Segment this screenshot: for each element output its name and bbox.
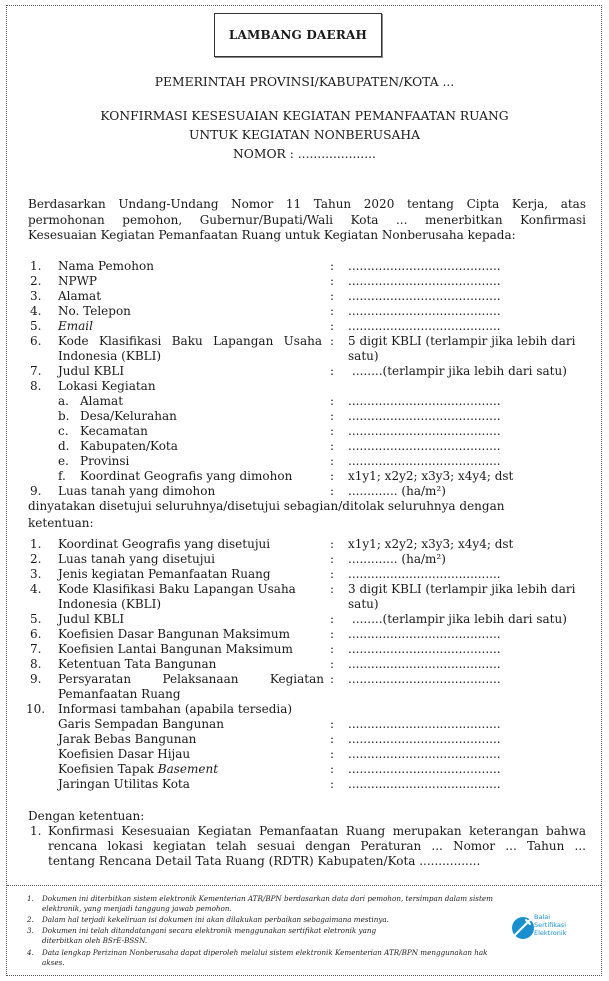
- label-word: Klasifikasi: [99, 334, 162, 348]
- label-word: Usaha: [283, 334, 322, 348]
- field-colon: :: [330, 672, 335, 686]
- field-colon: :: [330, 289, 335, 303]
- field-number: 7.: [30, 364, 42, 378]
- field-number: 4.: [30, 582, 42, 596]
- field-value: ........................................: [348, 567, 501, 581]
- field-number: 1.: [30, 259, 42, 273]
- field-value-line1: 5 digit KBLI (terlampir jika lebih dari: [348, 334, 576, 348]
- government-header: PEMERINTAH PROVINSI/KABUPATEN/KOTA ...: [154, 75, 455, 89]
- decision-line-1: dinyatakan disetujui seluruhnya/disetujui sebagian/ditolak seluruhnya dengan: [28, 499, 505, 513]
- field-colon: :: [330, 469, 335, 483]
- bsre-text-line1: Balai: [534, 913, 551, 921]
- field-number: 4.: [30, 304, 42, 318]
- field-number: 3.: [30, 289, 42, 303]
- conditions-heading: Dengan ketentuan:: [28, 809, 145, 823]
- field-label-line2: Indonesia (KBLI): [58, 349, 162, 363]
- field-number: 6.: [30, 334, 42, 348]
- field-value: ........................................: [348, 762, 501, 776]
- subfield-letter: b.: [58, 409, 70, 423]
- field-colon: :: [330, 394, 335, 408]
- intro-paragraph: [28, 197, 586, 244]
- field-number: 6.: [30, 627, 42, 641]
- field-value: x1y1; x2y2; x3y3; x4y4; dst: [348, 537, 514, 551]
- field-value: ........................................: [348, 274, 501, 288]
- field-value: ........(terlampir jika lebih dari satu): [352, 364, 567, 378]
- label-word: Lapangan: [213, 334, 274, 348]
- field-value: ............. (ha/m²): [348, 484, 446, 498]
- subfield-label: Desa/Kelurahan: [80, 409, 177, 423]
- subfield-value: ........................................: [348, 454, 501, 468]
- subfield-label: Kabupaten/Kota: [80, 439, 178, 453]
- field-colon: :: [330, 732, 335, 746]
- field-label-line1: Kode Klasifikasi Baku Lapangan Usaha: [58, 582, 296, 596]
- label-italic: Basement: [157, 762, 219, 776]
- field-colon: :: [330, 319, 335, 333]
- label-prefix: Koefisien Tapak: [58, 762, 158, 776]
- bsre-text-line3: Elektronik: [534, 929, 567, 937]
- field-colon: :: [330, 657, 335, 671]
- field-colon: :: [330, 334, 335, 348]
- field-colon: :: [330, 582, 335, 596]
- field-colon: :: [330, 484, 335, 498]
- footnote-line: Dokumen ini diterbitkan sistem elektronik Kementerian ATR/BPN berdasarkan data dari pemohon, tersimpan dalam sistem: [42, 894, 493, 903]
- field-colon: :: [330, 439, 335, 453]
- field-colon: :: [330, 364, 335, 378]
- field-label: Koefisien Dasar Hijau: [58, 747, 191, 761]
- field-label: Jenis kegiatan Pemanfaatan Ruang: [58, 567, 271, 581]
- footnote-number: 2.: [27, 915, 34, 924]
- subfield-value: ........................................: [348, 394, 501, 408]
- subfield-value: ........................................: [348, 424, 501, 438]
- subfield-letter: f.: [58, 469, 66, 483]
- field-value: ........................................: [348, 657, 501, 671]
- field-colon: :: [330, 627, 335, 641]
- label-word: Kode: [58, 334, 89, 348]
- field-colon: :: [330, 454, 335, 468]
- field-colon: :: [330, 762, 335, 776]
- field-label: Lokasi Kegiatan: [58, 379, 156, 393]
- footnote-line: Dokumen ini telah ditandatangani secara elektronik menggunakan sertifikat eletronik yang: [42, 926, 377, 935]
- field-label: Ketentuan Tata Bangunan: [58, 657, 217, 671]
- footer-divider: [7, 885, 601, 886]
- subfield-letter: c.: [58, 424, 69, 438]
- field-label: Koefisien Lantai Bangunan Maksimum: [58, 642, 293, 656]
- field-value: ........................................: [348, 319, 501, 333]
- field-label: Informasi tambahan (apabila tersedia): [58, 702, 293, 716]
- field-label: Judul KBLI: [58, 612, 125, 626]
- label-word: Kegiatan: [269, 672, 324, 686]
- field-label: Nama Pemohon: [58, 259, 154, 273]
- footnote-line: Dalam hal terjadi kekeliruan isi dokumen ini akan dilakukan perbaikan sebagaimana mestinya.: [42, 915, 389, 924]
- field-number: 10.: [26, 702, 46, 716]
- subfield-value: x1y1; x2y2; x3y3; x4y4; dst: [348, 469, 514, 483]
- subfield-letter: d.: [58, 439, 70, 453]
- field-value: ........................................: [348, 304, 501, 318]
- field-label: NPWP: [58, 274, 97, 288]
- field-colon: :: [330, 259, 335, 273]
- document-title-line2: UNTUK KEGIATAN NONBERUSAHA: [188, 128, 421, 142]
- field-value-line1: 3 digit KBLI (terlampir jika lebih dari: [348, 582, 576, 596]
- label-word: Persyaratan: [58, 672, 132, 686]
- field-value: ........................................: [348, 259, 501, 273]
- field-number: 1.: [30, 537, 42, 551]
- regional-emblem-placeholder: [214, 13, 382, 57]
- subfield-label: Provinsi: [80, 454, 130, 468]
- subfield-letter: a.: [58, 394, 69, 408]
- field-colon: :: [330, 747, 335, 761]
- field-label-line2: Indonesia (KBLI): [58, 597, 162, 611]
- document-title-line1: KONFIRMASI KESESUAIAN KEGIATAN PEMANFAATAN RUANG: [100, 109, 509, 123]
- field-colon: :: [330, 567, 335, 581]
- footnote-number: 4.: [27, 948, 34, 957]
- field-colon: :: [330, 537, 335, 551]
- condition-line-2: rencana lokasi kegiatan telah sesuai dengan Peraturan ... Nomor ... Tahun ...: [48, 839, 586, 853]
- field-number: 7.: [30, 642, 42, 656]
- field-number: 8.: [30, 657, 42, 671]
- bsre-text-line2: Sertifikasi: [534, 921, 567, 929]
- field-value: ............. (ha/m²): [348, 552, 446, 566]
- field-label-line2: Pemanfaatan Ruang: [58, 687, 181, 701]
- subfield-label: Alamat: [80, 394, 124, 408]
- field-value: ........................................: [348, 747, 501, 761]
- field-value: ........(terlampir jika lebih dari satu): [352, 612, 567, 626]
- condition-line-1: Konfirmasi Kesesuaian Kegiatan Pemanfaatan Ruang merupakan keterangan bahwa: [48, 824, 586, 838]
- field-value: ........................................: [348, 289, 501, 303]
- subfield-value: ........................................: [348, 409, 501, 423]
- field-number: 5.: [30, 319, 42, 333]
- label-word: Baku: [171, 334, 203, 348]
- field-colon: :: [330, 612, 335, 626]
- field-value: ........................................: [348, 717, 501, 731]
- emblem-placeholder-label: LAMBANG DAERAH: [228, 28, 368, 42]
- decision-line-2: ketentuan:: [28, 516, 94, 530]
- document-number: NOMOR : ....................: [233, 147, 376, 161]
- field-value: ........................................: [348, 627, 501, 641]
- footnote-line: diterbitkan oleh BSrE-BSSN.: [42, 936, 148, 945]
- label-word: Pelaksanaan: [162, 672, 239, 686]
- subfield-label: Koordinat Geografis yang dimohon: [80, 469, 293, 483]
- field-label: Jarak Bebas Bangunan: [58, 732, 197, 746]
- field-label-line1: [58, 334, 322, 349]
- field-label: Koefisien Dasar Bangunan Maksimum: [58, 627, 290, 641]
- field-value: ........................................: [348, 672, 501, 686]
- field-colon: :: [330, 717, 335, 731]
- field-colon: :: [330, 777, 335, 791]
- field-label: Email: [58, 319, 93, 333]
- field-label: No. Telepon: [58, 304, 131, 318]
- field-value: ........................................: [348, 777, 501, 791]
- field-label: Judul KBLI: [58, 364, 125, 378]
- intro-line-2: permohonan pemohon, Gubernur/Bupati/Wali Kota ... menerbitkan Konfirmasi: [28, 212, 586, 227]
- footnote-line: elektronik, yang menjadi tanggung jawab pemohon.: [42, 904, 232, 913]
- field-value-line2: satu): [348, 349, 379, 363]
- footnote-line: akses.: [42, 958, 65, 967]
- field-label: [58, 762, 218, 777]
- field-number: 9.: [30, 484, 42, 498]
- field-number: 2.: [30, 274, 42, 288]
- field-colon: :: [330, 552, 335, 566]
- condition-number: 1.: [30, 824, 42, 838]
- field-label: Garis Sempadan Bangunan: [58, 717, 224, 731]
- field-value-line2: satu): [348, 597, 379, 611]
- field-number: 3.: [30, 567, 42, 581]
- subfield-letter: e.: [58, 454, 69, 468]
- field-number: 2.: [30, 552, 42, 566]
- field-colon: :: [330, 304, 335, 318]
- subfield-label: Kecamatan: [80, 424, 148, 438]
- subfield-value: ........................................: [348, 439, 501, 453]
- field-number: 5.: [30, 612, 42, 626]
- field-number: 8.: [30, 379, 42, 393]
- field-label: Luas tanah yang dimohon: [58, 484, 216, 498]
- field-colon: :: [330, 409, 335, 423]
- footnote-line: Data lengkap Perizinan Nonberusaha dapat diperoleh melalui sistem elektronik Kementerian ATR/BPN menggunakan hak: [42, 948, 488, 957]
- field-label-line1: [58, 672, 324, 687]
- intro-line-1: Berdasarkan Undang-Undang Nomor 11 Tahun 2020 tentang Cipta Kerja, atas: [28, 197, 586, 211]
- condition-line-3: tentang Rencana Detail Tata Ruang (RDTR) Kabupaten/Kota ................: [48, 854, 481, 868]
- condition-text: [48, 824, 586, 869]
- field-label: Luas tanah yang disetujui: [58, 552, 216, 566]
- field-colon: :: [330, 424, 335, 438]
- field-colon: :: [330, 642, 335, 656]
- field-label: Alamat: [58, 289, 102, 303]
- footnote-number: 1.: [27, 894, 34, 903]
- field-value: ........................................: [348, 642, 501, 656]
- field-label: Jaringan Utilitas Kota: [58, 777, 190, 791]
- intro-line-3: Kesesuaian Kegiatan Pemanfaatan Ruang untuk Kegiatan Nonberusaha kepada:: [28, 228, 516, 242]
- footnote-number: 3.: [27, 926, 34, 935]
- field-value: ........................................: [348, 732, 501, 746]
- field-colon: :: [330, 274, 335, 288]
- field-label-text: [58, 334, 322, 349]
- field-number: 9.: [30, 672, 42, 686]
- field-label: Koordinat Geografis yang disetujui: [58, 537, 271, 551]
